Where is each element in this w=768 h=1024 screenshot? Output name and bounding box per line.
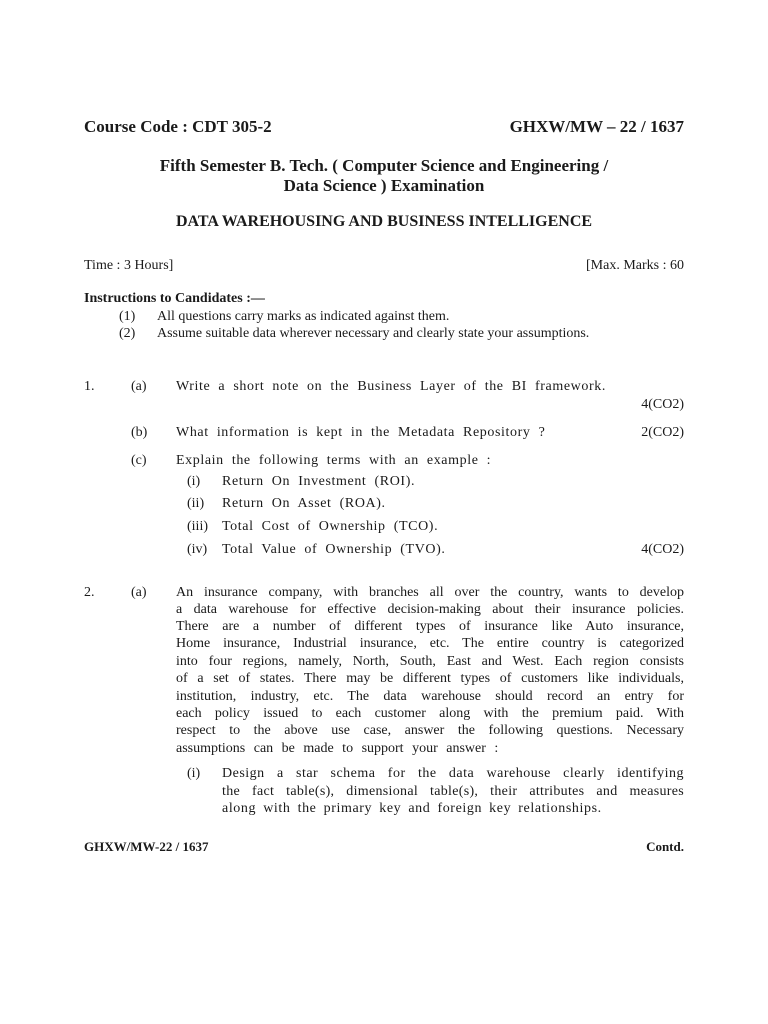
sub-item-num: (iv) <box>187 542 208 557</box>
semester-line-1: Fifth Semester B. Tech. ( Computer Science and Engineering / <box>159 156 609 175</box>
paragraph-line: respect to the above use case, answer the following questions. Necessary <box>176 723 684 738</box>
part-label: (b) <box>131 425 148 440</box>
question-text: Explain the following terms with an example : <box>176 453 492 468</box>
question-text: What information is kept in the Metadata Repository ? <box>176 425 546 440</box>
marks: 2(CO2) <box>641 425 684 440</box>
sub-item-text: Return On Asset (ROA). <box>222 496 386 511</box>
instruction-text: Assume suitable data wherever necessary and clearly state your assumptions. <box>157 326 590 341</box>
paragraph-line: An insurance company, with branches all over the country, wants to develop <box>176 585 684 600</box>
paragraph-line: into four regions, namely, North, South, East and West. Each region consists <box>176 654 684 669</box>
part-label: (a) <box>131 379 147 394</box>
subject-title: DATA WAREHOUSING AND BUSINESS INTELLIGENCE <box>175 213 593 230</box>
paragraph-line: a data warehouse for effective decision-making about their insurance policies. <box>176 602 684 617</box>
sub-item-text: Total Value of Ownership (TVO). <box>222 542 446 557</box>
max-marks: [Max. Marks : 60 <box>586 258 684 273</box>
footer-contd: Contd. <box>646 839 684 854</box>
sub-item-num: (ii) <box>187 496 205 511</box>
question-number: 1. <box>84 379 95 394</box>
time-label: Time : 3 Hours] <box>84 258 174 273</box>
sub-item-num: (i) <box>187 766 201 781</box>
paragraph-line: the fact table(s), dimensional table(s), their attributes and measures <box>222 784 684 799</box>
paragraph-line: assumptions can be made to support your answer : <box>176 741 499 756</box>
part-label: (a) <box>131 585 147 600</box>
sub-item-text: Total Cost of Ownership (TCO). <box>222 519 439 534</box>
sub-item-num: (iii) <box>187 519 208 534</box>
instruction-num: (1) <box>119 309 136 324</box>
part-label: (c) <box>131 453 147 468</box>
paragraph-line: Design a star schema for the data warehouse clearly identifying <box>222 766 684 781</box>
paragraph-line: Home insurance, Industrial insurance, etc. The entire country is categorized <box>176 636 684 651</box>
paper-code: GHXW/MW – 22 / 1637 <box>509 117 684 136</box>
question-number: 2. <box>84 585 95 600</box>
paragraph-line: along with the primary key and foreign key relationships. <box>222 801 602 816</box>
instruction-text: All questions carry marks as indicated against them. <box>157 309 450 324</box>
paragraph-line: institution, industry, etc. The data warehouse should record an entry for <box>176 689 684 704</box>
marks: 4(CO2) <box>641 397 684 412</box>
paragraph-line: of a set of states. There may be different types of customers like individuals, <box>176 671 684 686</box>
paragraph-line: There are a number of different types of insurance like Auto insurance, <box>176 619 684 634</box>
course-code: Course Code : CDT 305-2 <box>84 117 272 136</box>
marks: 4(CO2) <box>641 542 684 557</box>
instructions-title: Instructions to Candidates :— <box>84 291 265 306</box>
semester-line-2: Data Science ) Examination <box>283 176 485 195</box>
sub-item-text: Return On Investment (ROI). <box>222 474 416 489</box>
question-text: Write a short note on the Business Layer of the BI framework. <box>176 379 606 394</box>
sub-item-num: (i) <box>187 474 201 489</box>
paragraph-line: each policy issued to each customer along with the premium paid. With <box>176 706 684 721</box>
footer-code: GHXW/MW-22 / 1637 <box>84 839 209 854</box>
instruction-num: (2) <box>119 326 136 341</box>
